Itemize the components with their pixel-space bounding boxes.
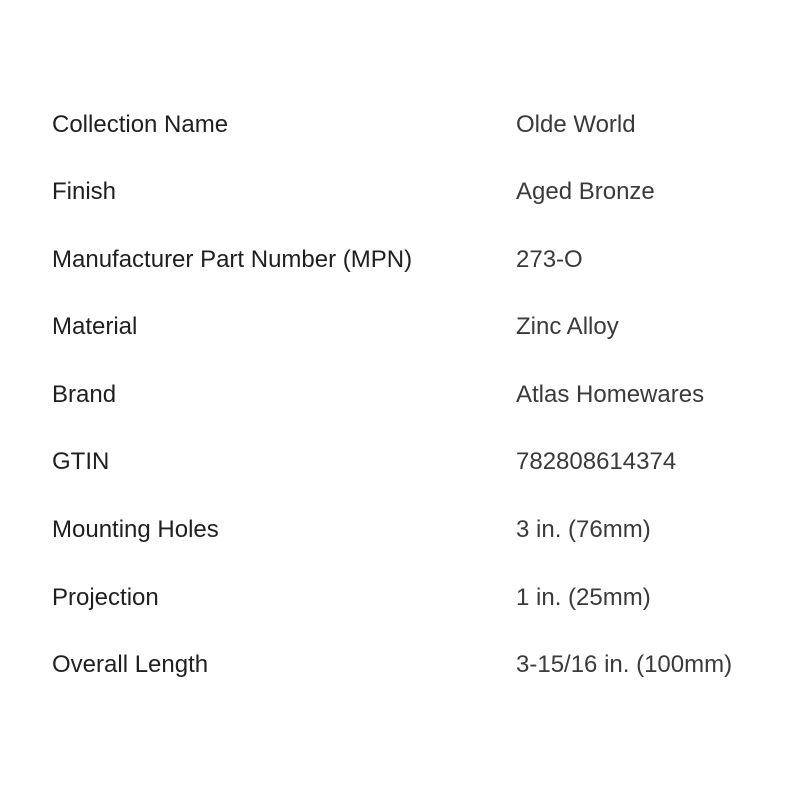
- spec-value: 273-O: [516, 246, 583, 273]
- spec-label: Material: [52, 313, 138, 340]
- spec-value: Zinc Alloy: [516, 313, 619, 340]
- spec-row-brand: [0, 375, 800, 415]
- spec-value: Atlas Homewares: [516, 381, 705, 408]
- spec-label: Collection Name: [52, 111, 229, 138]
- spec-row-overall-length: [0, 645, 800, 685]
- spec-label: Overall Length: [52, 651, 209, 678]
- spec-row-projection: [0, 578, 800, 618]
- spec-label: Projection: [52, 584, 159, 611]
- spec-label: Mounting Holes: [52, 516, 219, 543]
- spec-row-mounting-holes: [0, 510, 800, 550]
- spec-label: Brand: [52, 381, 117, 408]
- spec-value: 3 in. (76mm): [516, 516, 651, 543]
- spec-label: Finish: [52, 178, 117, 205]
- spec-row-mpn: [0, 240, 800, 280]
- spec-row-collection-name: [0, 105, 800, 145]
- spec-label: Manufacturer Part Number (MPN): [52, 246, 413, 273]
- spec-value: 782808614374: [516, 448, 677, 475]
- spec-row-material: [0, 307, 800, 347]
- spec-value: Olde World: [516, 111, 636, 138]
- spec-label: GTIN: [52, 448, 110, 475]
- spec-value: 1 in. (25mm): [516, 584, 651, 611]
- spec-value: 3-15/16 in. (100mm): [516, 651, 733, 678]
- spec-value: Aged Bronze: [516, 178, 655, 205]
- spec-row-gtin: [0, 442, 800, 482]
- spec-row-finish: [0, 172, 800, 212]
